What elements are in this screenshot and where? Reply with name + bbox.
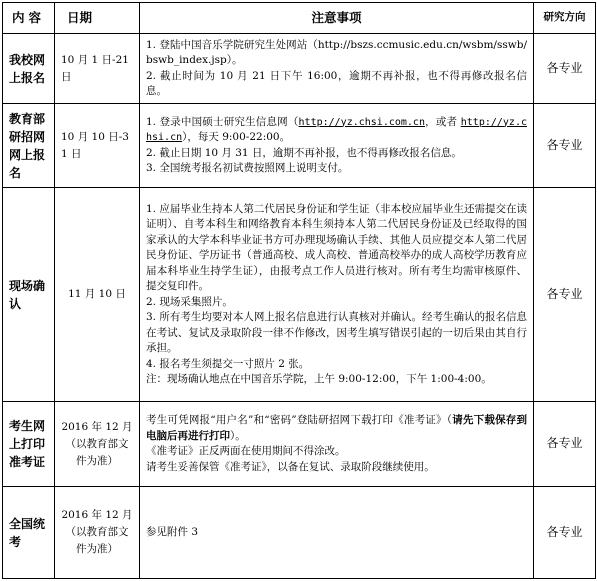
notes-line: 2. 现场采集照片。 bbox=[146, 295, 233, 308]
row-notes bbox=[140, 34, 534, 104]
header-row bbox=[3, 3, 596, 34]
row-direction: 各专业 bbox=[534, 402, 596, 487]
notes-text: 1. 登陆中国音乐学院研究生处网站（ bbox=[146, 38, 318, 51]
row-date: 11 月 10 日 bbox=[55, 188, 140, 402]
notes-line: 4. 报名考生须提交一寸照片 2 张。 bbox=[146, 357, 310, 370]
notes-line: 2. 截止时间为 10 月 21 日下午 16:00，逾期不再补报，也不得再修改报名信息。 bbox=[146, 69, 527, 97]
row-notes bbox=[140, 188, 534, 402]
notes-line: 3. 全国统考报名初试费按照网上说明支付。 bbox=[146, 162, 349, 174]
row-notes bbox=[140, 402, 534, 487]
notes-line: 1. 应届毕业生持本人第二代居民身份证和学生证（非本校应届毕业生还需提交在读证明）、自考本科生和网络教育本科生须持本人第二代居民身份证及已经取得的国家承认的大学本科毕业证书方可办理现场确认手续、其他人员应提交本人第二代居民身份证、学历证书（普通高校、成人高校、普通高校举办的成人高校学历教育应届本科毕业生持学生证），由报考点工作人员进行核对。所有考生均需审核原件、提交复印件。 bbox=[146, 202, 527, 292]
notes-line bbox=[146, 115, 527, 146]
notes-text: ）。 bbox=[226, 54, 243, 66]
notes-text: 1. 登录中国硕士研究生信息网（ bbox=[146, 115, 299, 128]
notes-line: 请考生妥善保管《准考证》，以备在复试、录取阶段继续使用。 bbox=[146, 460, 435, 473]
table-row bbox=[3, 487, 596, 579]
row-direction: 各专业 bbox=[534, 487, 596, 579]
row-direction: 各专业 bbox=[534, 34, 596, 104]
table-row bbox=[3, 104, 596, 188]
row-date: 10 月 10 日-31 日 bbox=[55, 104, 140, 188]
notes-line bbox=[146, 38, 527, 69]
schedule-table bbox=[2, 2, 596, 579]
table-row bbox=[3, 402, 596, 487]
row-name: 现场确认 bbox=[3, 188, 55, 402]
yz-link-1[interactable]: http://yz.chsi.com.cn bbox=[298, 116, 425, 128]
notes-text: ），每天 9:00-22:00。 bbox=[182, 131, 291, 143]
table-row bbox=[3, 34, 596, 104]
notes-line: 3. 所有考生均要对本人网上报名信息进行认真核对并确认。经考生确认的报名信息在考试、复试及录取阶段一律不作修改，因考生填写错误引起的一切后果由其自行承担。 bbox=[146, 311, 527, 354]
row-name: 教育部研招网网上报名 bbox=[3, 104, 55, 188]
notes-line: 《准考证》正反两面在使用期间不得涂改。 bbox=[146, 445, 346, 457]
row-date: 2016 年 12 月（以教育部文件为准） bbox=[55, 487, 140, 579]
header-date: 日期 bbox=[55, 3, 140, 34]
row-direction: 各专业 bbox=[534, 188, 596, 402]
notes-line: 注：现场确认地点在中国音乐学院，上午 9:00-12:00，下午 1:00-4:00。 bbox=[146, 373, 492, 385]
header-notes: 注意事项 bbox=[140, 3, 534, 34]
yz-link-2[interactable]: http://yz.chsi.cn bbox=[146, 116, 527, 143]
site-link[interactable]: http://bszs.ccmusic.edu.cn/wsbm/sswb/bswb_index.jsp bbox=[146, 38, 527, 66]
notes-line bbox=[146, 413, 527, 444]
row-name: 考生网上打印准考证 bbox=[3, 402, 55, 487]
row-date: 2016 年 12 月（以教育部文件为准） bbox=[55, 402, 140, 487]
row-date: 10 月 1 日-21 日 bbox=[55, 34, 140, 104]
row-notes bbox=[140, 487, 534, 579]
notes-emphasis: 请先下载保存到电脑后再进行打印 bbox=[146, 414, 527, 442]
notes-line: 参见附件 3 bbox=[146, 525, 199, 538]
header-direction: 研究方向 bbox=[534, 3, 596, 34]
notes-text: ，或者 bbox=[424, 115, 461, 128]
notes-text: 考生可凭网报“用户名”和“密码”登陆研招网下载打印《准考证》（ bbox=[146, 414, 453, 426]
notes-text: ）。 bbox=[230, 429, 246, 442]
notes-line: 2. 截止日期 10 月 31 日，逾期不再补报，也不得再修改报名信息。 bbox=[146, 146, 462, 159]
row-direction: 各专业 bbox=[534, 104, 596, 188]
table-row bbox=[3, 188, 596, 402]
row-name: 全国统考 bbox=[3, 487, 55, 579]
header-content: 内容 bbox=[3, 3, 55, 34]
row-notes bbox=[140, 104, 534, 188]
row-name: 我校网上报名 bbox=[3, 34, 55, 104]
